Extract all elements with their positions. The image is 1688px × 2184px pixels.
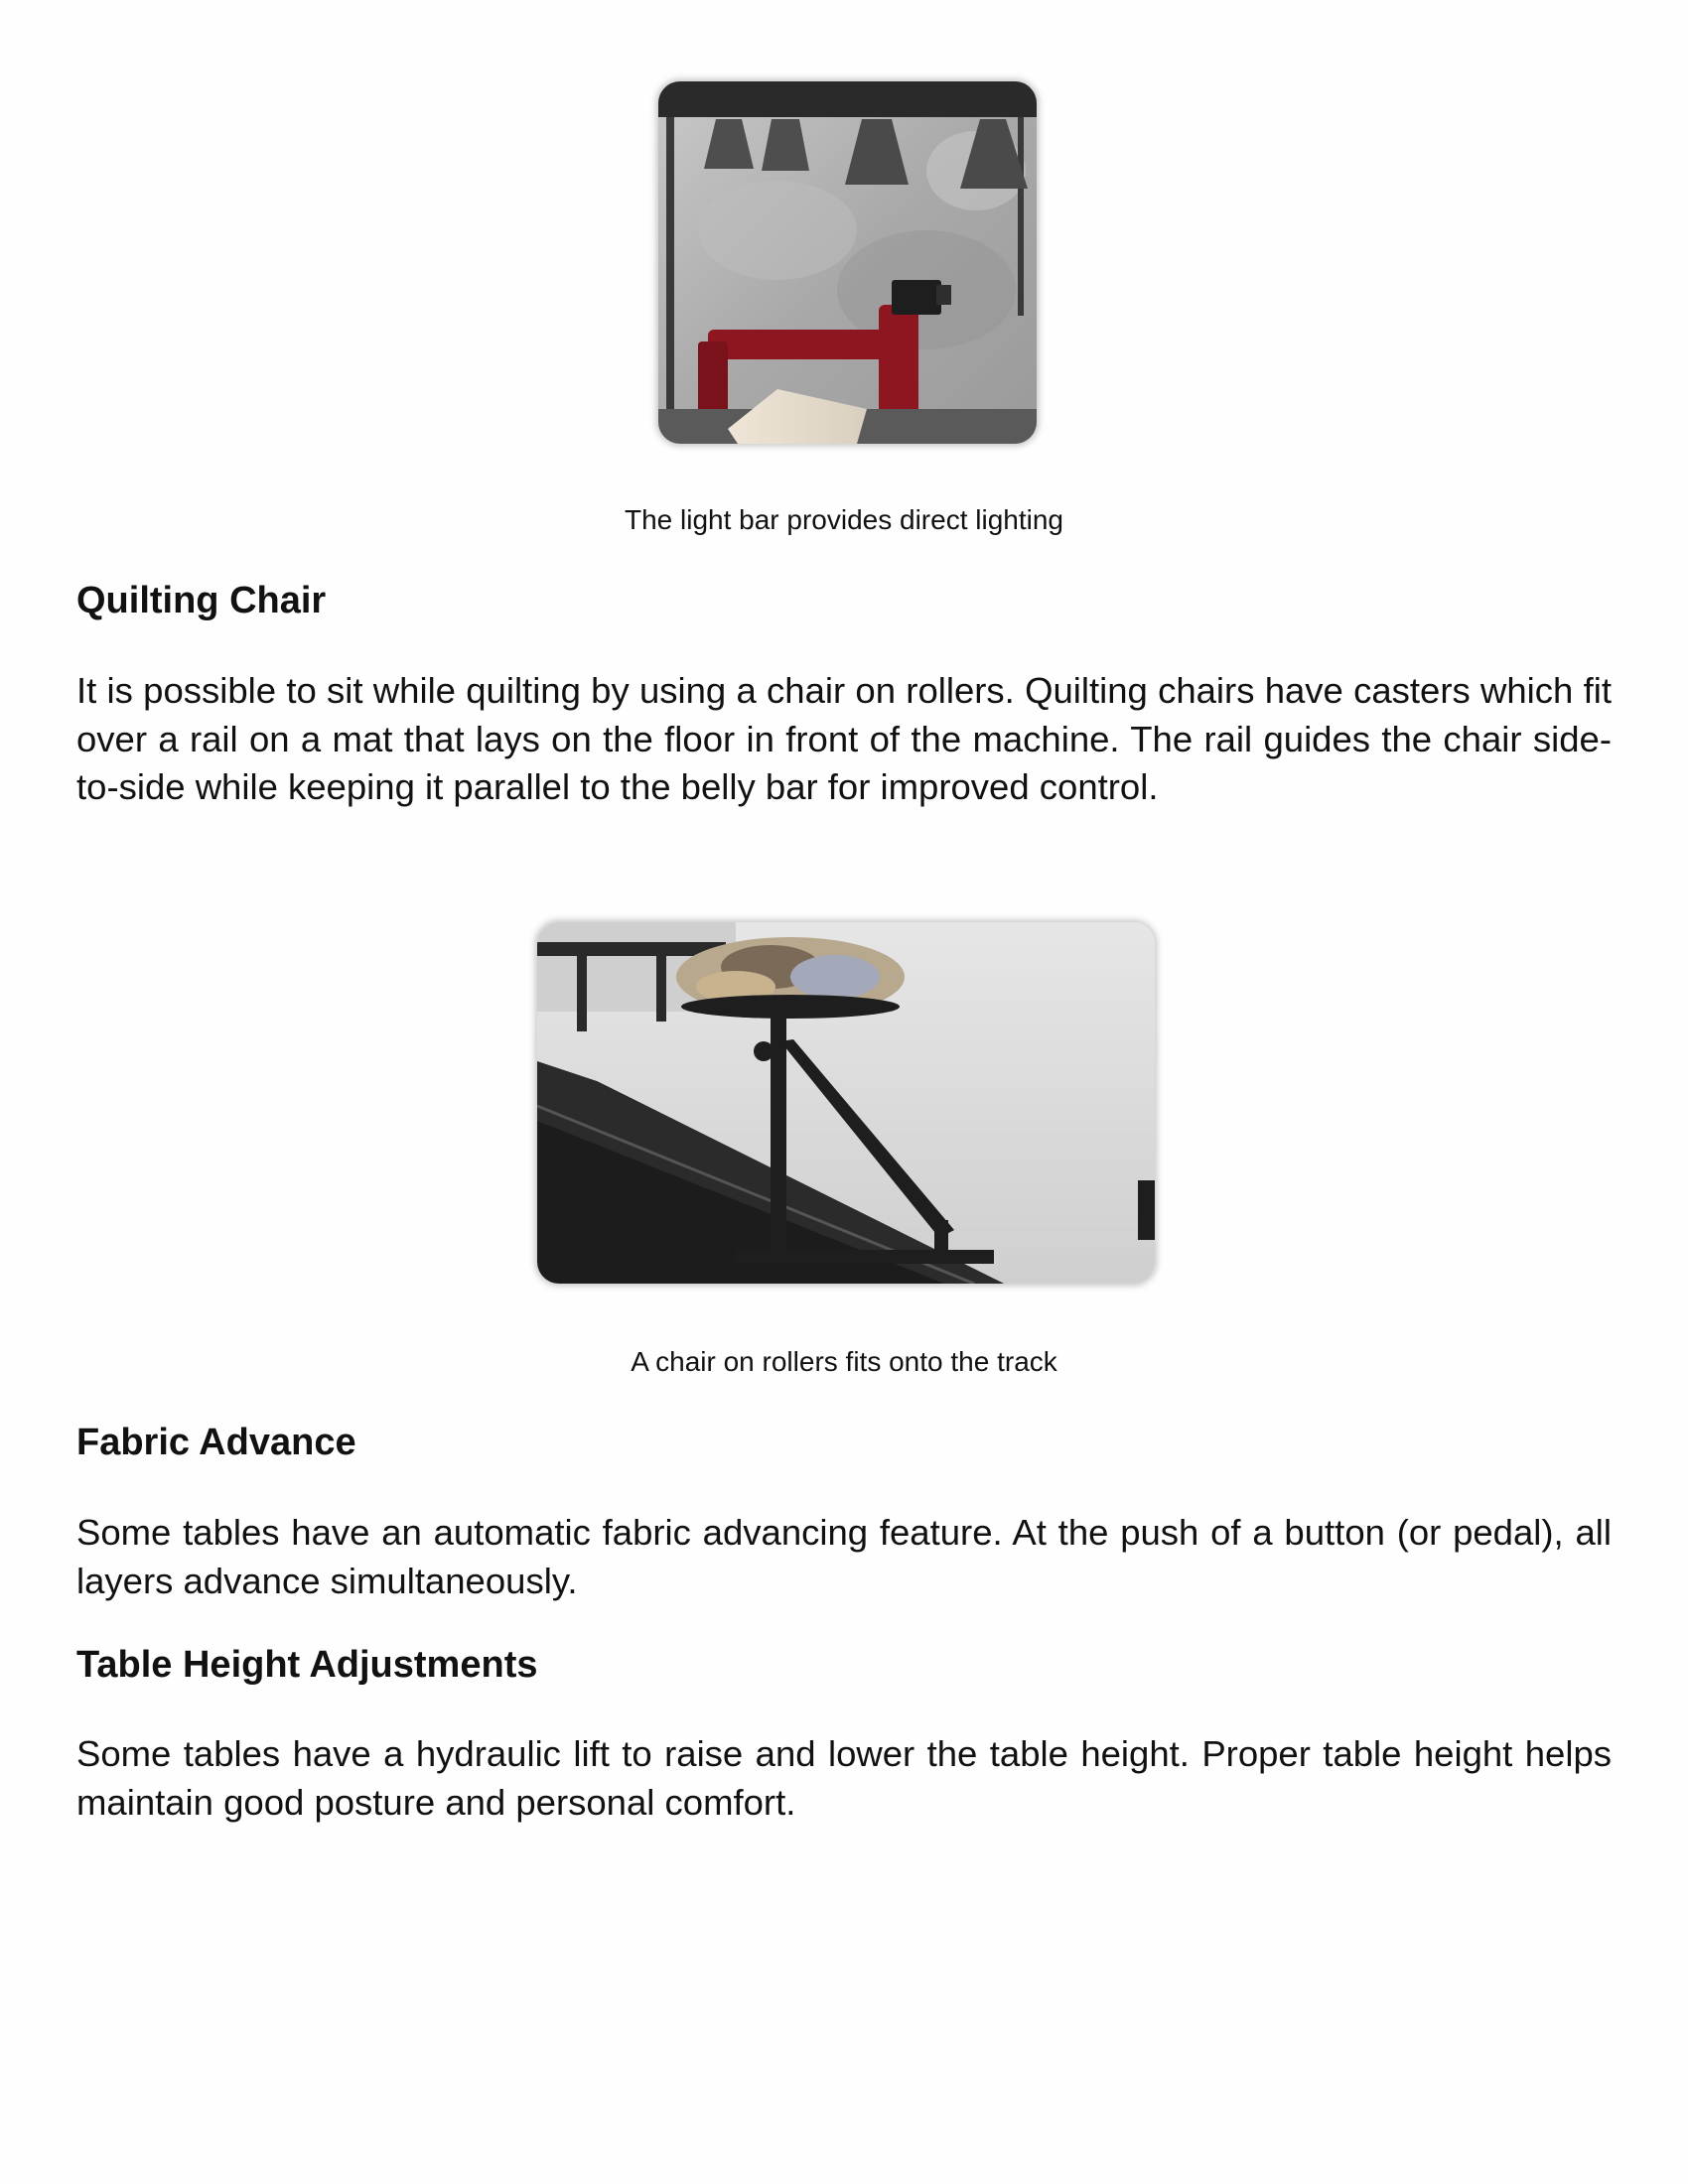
quilting-chair-photo	[537, 922, 1155, 1284]
section-heading: Quilting Chair	[76, 580, 327, 621]
section-heading: Table Height Adjustments	[76, 1644, 538, 1686]
light-bar-photo	[658, 81, 1037, 444]
section-body: Some tables have a hydraulic lift to raise and lower the table height. Proper table height helps maintain good posture and personal comfort.	[76, 1733, 1612, 1823]
figure-caption: The light bar provides direct lighting	[624, 504, 1063, 535]
figure-caption: A chair on rollers fits onto the track	[631, 1346, 1057, 1377]
section-heading: Fabric Advance	[76, 1422, 356, 1463]
section-body: Some tables have an automatic fabric advancing feature. At the push of a button (or pedal), all layers advance simultaneously.	[76, 1512, 1612, 1601]
section-body: It is possible to sit while quilting by using a chair on rollers. Quilting chairs have casters which fit over a rail on a mat that lays on the floor in front of the machine. The rail guides the chair side-to-side while keeping it parallel to the belly bar for improved control.	[76, 670, 1612, 807]
